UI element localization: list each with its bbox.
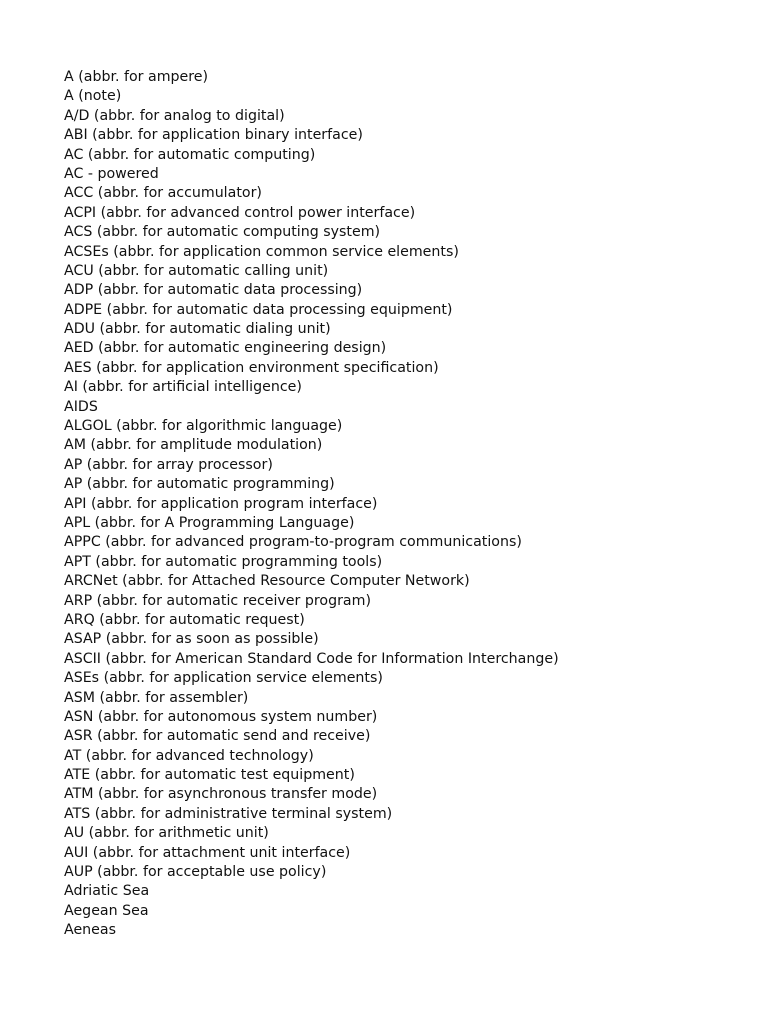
glossary-entry: AC - powered xyxy=(64,165,159,182)
glossary-entry: ACPI (abbr. for advanced control power interface) xyxy=(64,204,416,221)
glossary-entry: Adriatic Sea xyxy=(64,883,150,900)
glossary-entry: ASM (abbr. for assembler) xyxy=(64,689,249,706)
glossary-entry: AES (abbr. for application environment specification) xyxy=(64,359,439,376)
glossary-entry: ATS (abbr. for administrative terminal system) xyxy=(64,805,393,822)
glossary-entry: APT (abbr. for automatic programming tools) xyxy=(64,553,383,570)
glossary-entry: AI (abbr. for artificial intelligence) xyxy=(64,379,302,396)
glossary-entry: ASEs (abbr. for application service elements) xyxy=(64,670,383,687)
glossary-entry: Aegean Sea xyxy=(64,902,149,919)
glossary-entry: API (abbr. for application program interface) xyxy=(64,495,378,512)
glossary-entry: ABI (abbr. for application binary interface) xyxy=(64,127,363,144)
glossary-entry: ALGOL (abbr. for algorithmic language) xyxy=(64,418,343,435)
glossary-entry: AIDS xyxy=(64,398,98,415)
glossary-entry: AUI (abbr. for attachment unit interface) xyxy=(64,844,351,861)
glossary-entry: Aeneas xyxy=(64,922,116,939)
glossary-entry: ATE (abbr. for automatic test equipment) xyxy=(64,767,355,784)
glossary-entry: ASR (abbr. for automatic send and receive) xyxy=(64,728,371,745)
glossary-entry: AUP (abbr. for acceptable use policy) xyxy=(64,864,327,881)
glossary-entry: AC (abbr. for automatic computing) xyxy=(64,146,316,163)
glossary-entry: ACC (abbr. for accumulator) xyxy=(64,185,262,202)
glossary-entry-list xyxy=(64,68,559,941)
glossary-entry: ARCNet (abbr. for Attached Resource Computer Network) xyxy=(64,573,470,590)
glossary-entry: ASCII (abbr. for American Standard Code for Information Interchange) xyxy=(64,650,559,667)
glossary-entry: A/D (abbr. for analog to digital) xyxy=(64,107,285,124)
glossary-entry: ATM (abbr. for asynchronous transfer mode) xyxy=(64,786,378,803)
glossary-entry: ARP (abbr. for automatic receiver program) xyxy=(64,592,371,609)
glossary-entry: AT (abbr. for advanced technology) xyxy=(64,747,314,764)
glossary-entry: AP (abbr. for automatic programming) xyxy=(64,476,335,493)
glossary-entry: APL (abbr. for A Programming Language) xyxy=(64,514,355,531)
glossary-entry: APPC (abbr. for advanced program-to-program communications) xyxy=(64,534,522,551)
glossary-entry: A (abbr. for ampere) xyxy=(64,69,209,85)
glossary-entry: ACU (abbr. for automatic calling unit) xyxy=(64,262,329,279)
glossary-entry: A (note) xyxy=(64,88,122,105)
glossary-entry: ADU (abbr. for automatic dialing unit) xyxy=(64,321,331,338)
glossary-entry: ADPE (abbr. for automatic data processing equipment) xyxy=(64,301,453,318)
glossary-entry: ADP (abbr. for automatic data processing) xyxy=(64,282,363,299)
glossary-entry: AP (abbr. for array processor) xyxy=(64,456,273,473)
glossary-entry: ACSEs (abbr. for application common service elements) xyxy=(64,243,459,260)
glossary-entry: ACS (abbr. for automatic computing system) xyxy=(64,224,381,241)
glossary-entry: ARQ (abbr. for automatic request) xyxy=(64,611,305,628)
glossary-entry: ASN (abbr. for autonomous system number) xyxy=(64,708,378,725)
glossary-entry: ASAP (abbr. for as soon as possible) xyxy=(64,631,319,648)
glossary-entry: AM (abbr. for amplitude modulation) xyxy=(64,437,323,454)
glossary-entry: AU (abbr. for arithmetic unit) xyxy=(64,825,269,842)
glossary-entry: AED (abbr. for automatic engineering design) xyxy=(64,340,387,357)
